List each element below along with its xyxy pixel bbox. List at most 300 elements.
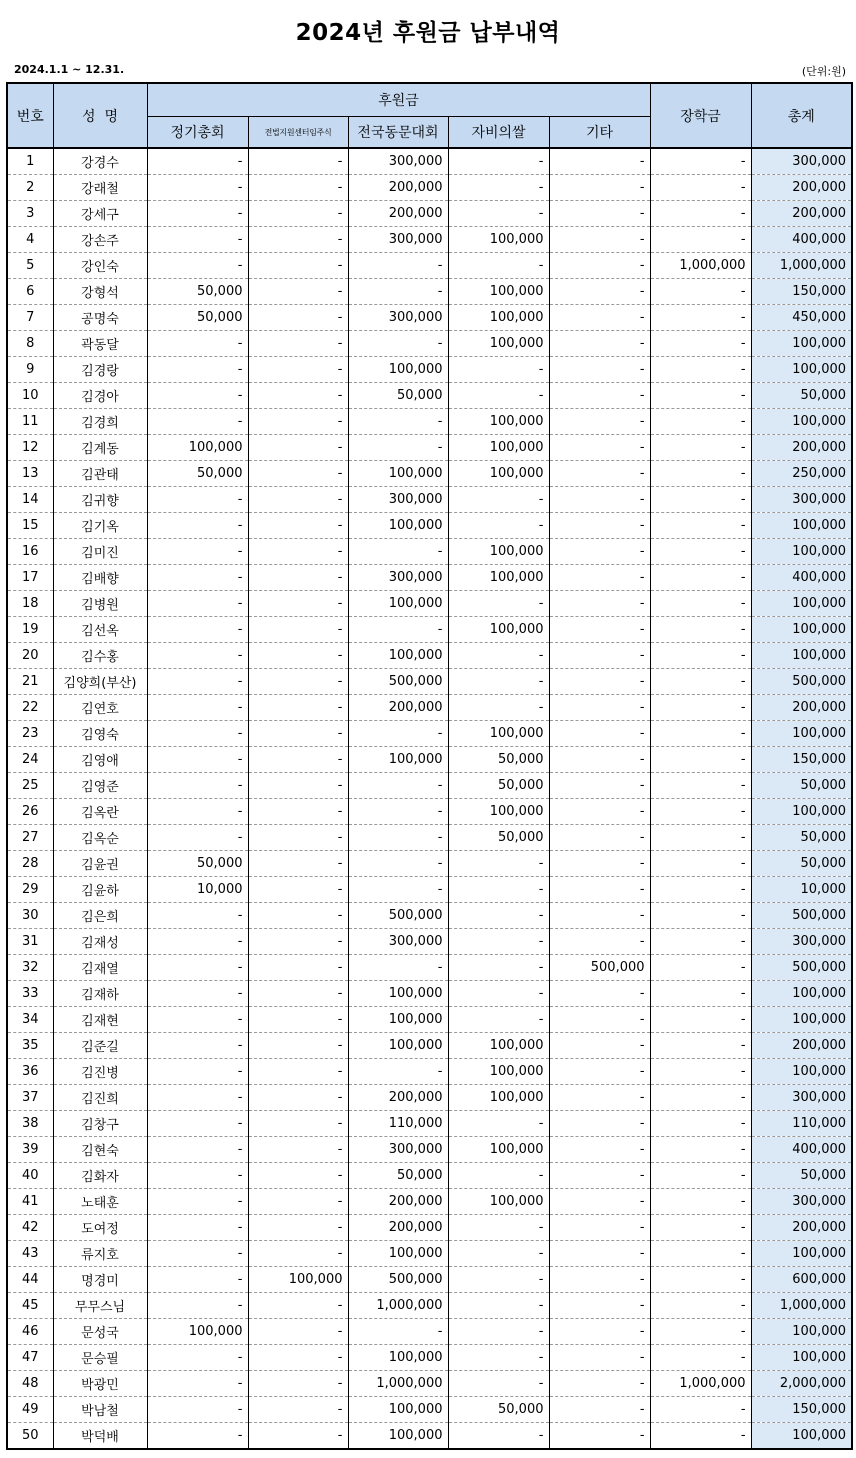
total-amount: 100,000 [751,721,852,747]
donor-name: 박덕배 [53,1423,147,1450]
scholarship-amount: - [650,773,751,799]
row-number: 43 [7,1241,53,1267]
donor-name: 강래철 [53,175,147,201]
rice-amount: 100,000 [448,1059,549,1085]
scholarship-amount: - [650,851,751,877]
total-amount: 50,000 [751,1163,852,1189]
rice-amount: - [448,695,549,721]
table-row [7,1397,852,1423]
table-row [7,721,852,747]
row-number: 27 [7,825,53,851]
other-amount: - [549,981,650,1007]
row-number: 11 [7,409,53,435]
scholarship-amount: - [650,981,751,1007]
donor-name: 김경아 [53,383,147,409]
center-amount: - [248,617,348,643]
center-amount: - [248,1371,348,1397]
national-amount: - [348,539,448,565]
national-amount: - [348,955,448,981]
row-number: 33 [7,981,53,1007]
national-amount: 500,000 [348,1267,448,1293]
donor-name: 강경수 [53,148,147,175]
other-amount: - [549,1371,650,1397]
rice-amount: - [448,981,549,1007]
table-row [7,565,852,591]
other-amount: - [549,1241,650,1267]
center-amount: - [248,955,348,981]
rice-amount: 100,000 [448,565,549,591]
national-amount: 300,000 [348,148,448,175]
total-amount: 300,000 [751,1189,852,1215]
scholarship-amount: 1,000,000 [650,253,751,279]
national-amount: 100,000 [348,981,448,1007]
donor-name: 강손주 [53,227,147,253]
table-row [7,981,852,1007]
rice-amount: 100,000 [448,227,549,253]
national-amount: 500,000 [348,669,448,695]
scholarship-amount: - [650,1397,751,1423]
center-amount: - [248,929,348,955]
regular-amount: - [147,1215,248,1241]
other-amount: - [549,1085,650,1111]
donor-name: 김화자 [53,1163,147,1189]
total-amount: 200,000 [751,1215,852,1241]
national-amount: 200,000 [348,175,448,201]
table-row [7,175,852,201]
donor-name: 곽동달 [53,331,147,357]
scholarship-amount: - [650,148,751,175]
total-amount: 400,000 [751,1137,852,1163]
other-amount: - [549,539,650,565]
regular-amount: - [147,981,248,1007]
rice-amount: - [448,1215,549,1241]
scholarship-amount: - [650,1137,751,1163]
total-amount: 150,000 [751,1397,852,1423]
scholarship-amount: - [650,1423,751,1450]
center-amount: - [248,825,348,851]
total-amount: 400,000 [751,227,852,253]
scholarship-amount: - [650,409,751,435]
other-amount: - [549,851,650,877]
total-amount: 50,000 [751,773,852,799]
rice-amount: 50,000 [448,825,549,851]
scholarship-amount: - [650,903,751,929]
rice-amount: 100,000 [448,1033,549,1059]
regular-amount: - [147,1293,248,1319]
table-row [7,461,852,487]
other-amount: - [549,148,650,175]
row-number: 47 [7,1345,53,1371]
donor-name: 김윤권 [53,851,147,877]
rice-amount: - [448,148,549,175]
rice-amount: - [448,903,549,929]
center-amount: - [248,981,348,1007]
regular-amount: 50,000 [147,279,248,305]
total-amount: 1,000,000 [751,253,852,279]
row-number: 4 [7,227,53,253]
center-amount: - [248,1397,348,1423]
rice-amount: - [448,201,549,227]
donor-name: 도여정 [53,1215,147,1241]
center-amount: - [248,305,348,331]
donor-name: 김배향 [53,565,147,591]
other-amount: - [549,409,650,435]
other-amount: - [549,799,650,825]
center-amount: - [248,331,348,357]
rice-amount: 100,000 [448,279,549,305]
row-number: 8 [7,331,53,357]
table-row [7,1163,852,1189]
table-row [7,1215,852,1241]
table-row [7,695,852,721]
rice-amount: - [448,591,549,617]
scholarship-amount: - [650,383,751,409]
rice-amount: - [448,1319,549,1345]
scholarship-amount: - [650,175,751,201]
donor-name: 강세구 [53,201,147,227]
regular-amount: - [147,357,248,383]
header-national: 전국동문대회 [348,117,448,149]
row-number: 37 [7,1085,53,1111]
donor-name: 강인숙 [53,253,147,279]
scholarship-amount: - [650,461,751,487]
scholarship-amount: - [650,1163,751,1189]
other-amount: - [549,1163,650,1189]
row-number: 22 [7,695,53,721]
total-amount: 100,000 [751,357,852,383]
national-amount: 300,000 [348,487,448,513]
table-row [7,305,852,331]
table-row [7,773,852,799]
other-amount: - [549,1267,650,1293]
total-amount: 110,000 [751,1111,852,1137]
row-number: 32 [7,955,53,981]
rice-amount: - [448,487,549,513]
national-amount: - [348,1319,448,1345]
national-amount: 50,000 [348,1163,448,1189]
regular-amount: - [147,617,248,643]
page-title: 2024년 후원금 납부내역 [295,20,561,46]
row-number: 41 [7,1189,53,1215]
table-row [7,1241,852,1267]
center-amount: - [248,1241,348,1267]
national-amount: 100,000 [348,1007,448,1033]
other-amount: - [549,201,650,227]
donor-name: 노태훈 [53,1189,147,1215]
other-amount: - [549,1111,650,1137]
other-amount: - [549,1189,650,1215]
table-row [7,1189,852,1215]
regular-amount: - [147,825,248,851]
row-number: 35 [7,1033,53,1059]
row-number: 10 [7,383,53,409]
donor-name: 김관태 [53,461,147,487]
row-number: 5 [7,253,53,279]
national-amount: - [348,409,448,435]
total-amount: 2,000,000 [751,1371,852,1397]
center-amount: - [248,1163,348,1189]
other-amount: - [549,1215,650,1241]
rice-amount: - [448,643,549,669]
table-row [7,1059,852,1085]
regular-amount: - [147,903,248,929]
donor-name: 김미진 [53,539,147,565]
table-body [7,148,852,1449]
donor-name: 김옥란 [53,799,147,825]
total-amount: 100,000 [751,331,852,357]
other-amount: - [549,1033,650,1059]
donor-name: 김귀향 [53,487,147,513]
rice-amount: 100,000 [448,331,549,357]
rice-amount: - [448,1111,549,1137]
center-amount: - [248,201,348,227]
header-total: 총계 [751,83,852,148]
national-amount: - [348,721,448,747]
national-amount: 300,000 [348,305,448,331]
row-number: 20 [7,643,53,669]
regular-amount: 50,000 [147,461,248,487]
donor-name: 김은희 [53,903,147,929]
center-amount: - [248,903,348,929]
regular-amount: - [147,1241,248,1267]
table-row [7,851,852,877]
scholarship-amount: - [650,669,751,695]
donor-name: 김재하 [53,981,147,1007]
donor-name: 김연호 [53,695,147,721]
other-amount: - [549,903,650,929]
other-amount: - [549,1397,650,1423]
regular-amount: - [147,695,248,721]
table-row [7,929,852,955]
header-regular: 정기총회 [147,117,248,149]
center-amount: - [248,1215,348,1241]
table-row [7,435,852,461]
row-number: 1 [7,148,53,175]
rice-amount: - [448,513,549,539]
other-amount: - [549,877,650,903]
center-amount: - [248,539,348,565]
other-amount: - [549,825,650,851]
regular-amount: - [147,565,248,591]
other-amount: - [549,747,650,773]
regular-amount: - [147,253,248,279]
table-row [7,643,852,669]
total-amount: 100,000 [751,1319,852,1345]
table-row [7,227,852,253]
regular-amount: - [147,1163,248,1189]
center-amount: - [248,279,348,305]
total-amount: 100,000 [751,513,852,539]
national-amount: 110,000 [348,1111,448,1137]
other-amount: - [549,669,650,695]
row-number: 23 [7,721,53,747]
scholarship-amount: - [650,1267,751,1293]
scholarship-amount: - [650,617,751,643]
other-amount: - [549,1059,650,1085]
center-amount: - [248,461,348,487]
total-amount: 100,000 [751,539,852,565]
rice-amount: - [448,1293,549,1319]
national-amount: 100,000 [348,1033,448,1059]
regular-amount: - [147,175,248,201]
national-amount: 100,000 [348,357,448,383]
scholarship-amount: - [650,721,751,747]
table-row [7,955,852,981]
national-amount: 200,000 [348,201,448,227]
scholarship-amount: - [650,643,751,669]
table-row [7,877,852,903]
total-amount: 600,000 [751,1267,852,1293]
regular-amount: - [147,331,248,357]
row-number: 13 [7,461,53,487]
national-amount: 300,000 [348,227,448,253]
total-amount: 100,000 [751,1007,852,1033]
scholarship-amount: - [650,1215,751,1241]
row-number: 38 [7,1111,53,1137]
total-amount: 250,000 [751,461,852,487]
regular-amount: - [147,1033,248,1059]
scholarship-amount: - [650,591,751,617]
header-no: 번호 [7,83,53,148]
rice-amount: 100,000 [448,1137,549,1163]
regular-amount: 50,000 [147,305,248,331]
rice-amount: 50,000 [448,773,549,799]
row-number: 44 [7,1267,53,1293]
table-row [7,1137,852,1163]
total-amount: 300,000 [751,487,852,513]
center-amount: - [248,799,348,825]
scholarship-amount: - [650,825,751,851]
table-row [7,279,852,305]
row-number: 40 [7,1163,53,1189]
row-number: 45 [7,1293,53,1319]
rice-amount: 100,000 [448,461,549,487]
donor-name: 김영애 [53,747,147,773]
row-number: 17 [7,565,53,591]
scholarship-amount: - [650,1293,751,1319]
regular-amount: - [147,1423,248,1450]
center-amount: - [248,409,348,435]
other-amount: - [549,435,650,461]
donor-name: 김영준 [53,773,147,799]
center-amount: - [248,877,348,903]
rice-amount: 100,000 [448,799,549,825]
center-amount: - [248,747,348,773]
scholarship-amount: - [650,331,751,357]
scholarship-amount: - [650,487,751,513]
row-number: 36 [7,1059,53,1085]
table-row [7,383,852,409]
national-amount: - [348,825,448,851]
donor-name: 김재현 [53,1007,147,1033]
center-amount: - [248,695,348,721]
center-amount: - [248,773,348,799]
table-row [7,591,852,617]
scholarship-amount: - [650,877,751,903]
table-row [7,1033,852,1059]
rice-amount: - [448,1345,549,1371]
rice-amount: - [448,1241,549,1267]
total-amount: 150,000 [751,279,852,305]
regular-amount: - [147,1007,248,1033]
center-amount: - [248,669,348,695]
other-amount: - [549,617,650,643]
donor-name: 박광민 [53,1371,147,1397]
national-amount: 1,000,000 [348,1371,448,1397]
donor-name: 김경랑 [53,357,147,383]
other-amount: - [549,253,650,279]
total-amount: 100,000 [751,643,852,669]
center-amount: 100,000 [248,1267,348,1293]
rice-amount: - [448,877,549,903]
table-row [7,1293,852,1319]
table-row [7,1267,852,1293]
rice-amount: - [448,383,549,409]
rice-amount: - [448,175,549,201]
regular-amount: - [147,1085,248,1111]
row-number: 16 [7,539,53,565]
scholarship-amount: - [650,227,751,253]
rice-amount: - [448,1007,549,1033]
regular-amount: - [147,669,248,695]
national-amount: - [348,331,448,357]
total-amount: 400,000 [751,565,852,591]
table-row [7,1423,852,1450]
total-amount: 50,000 [751,383,852,409]
table-row [7,617,852,643]
other-amount: - [549,1423,650,1450]
national-amount: 50,000 [348,383,448,409]
national-amount: - [348,851,448,877]
row-number: 30 [7,903,53,929]
row-number: 9 [7,357,53,383]
header-name: 성 명 [53,83,147,148]
total-amount: 500,000 [751,669,852,695]
total-amount: 200,000 [751,435,852,461]
donor-name: 김진희 [53,1085,147,1111]
other-amount: - [549,357,650,383]
total-amount: 100,000 [751,1059,852,1085]
total-amount: 100,000 [751,1241,852,1267]
national-amount: 100,000 [348,1397,448,1423]
center-amount: - [248,1293,348,1319]
row-number: 29 [7,877,53,903]
regular-amount: - [147,955,248,981]
rice-amount: - [448,929,549,955]
donor-name: 김기옥 [53,513,147,539]
scholarship-amount: - [650,799,751,825]
other-amount: 500,000 [549,955,650,981]
center-amount: - [248,565,348,591]
other-amount: - [549,279,650,305]
rice-amount: 100,000 [448,721,549,747]
table-row [7,201,852,227]
national-amount: - [348,279,448,305]
total-amount: 1,000,000 [751,1293,852,1319]
table-row [7,1085,852,1111]
other-amount: - [549,1345,650,1371]
national-amount: - [348,617,448,643]
scholarship-amount: - [650,565,751,591]
scholarship-amount: - [650,1111,751,1137]
regular-amount: 100,000 [147,435,248,461]
table-row [7,253,852,279]
row-number: 3 [7,201,53,227]
donor-name: 김선옥 [53,617,147,643]
donor-name: 김재성 [53,929,147,955]
regular-amount: - [147,1137,248,1163]
total-amount: 100,000 [751,409,852,435]
